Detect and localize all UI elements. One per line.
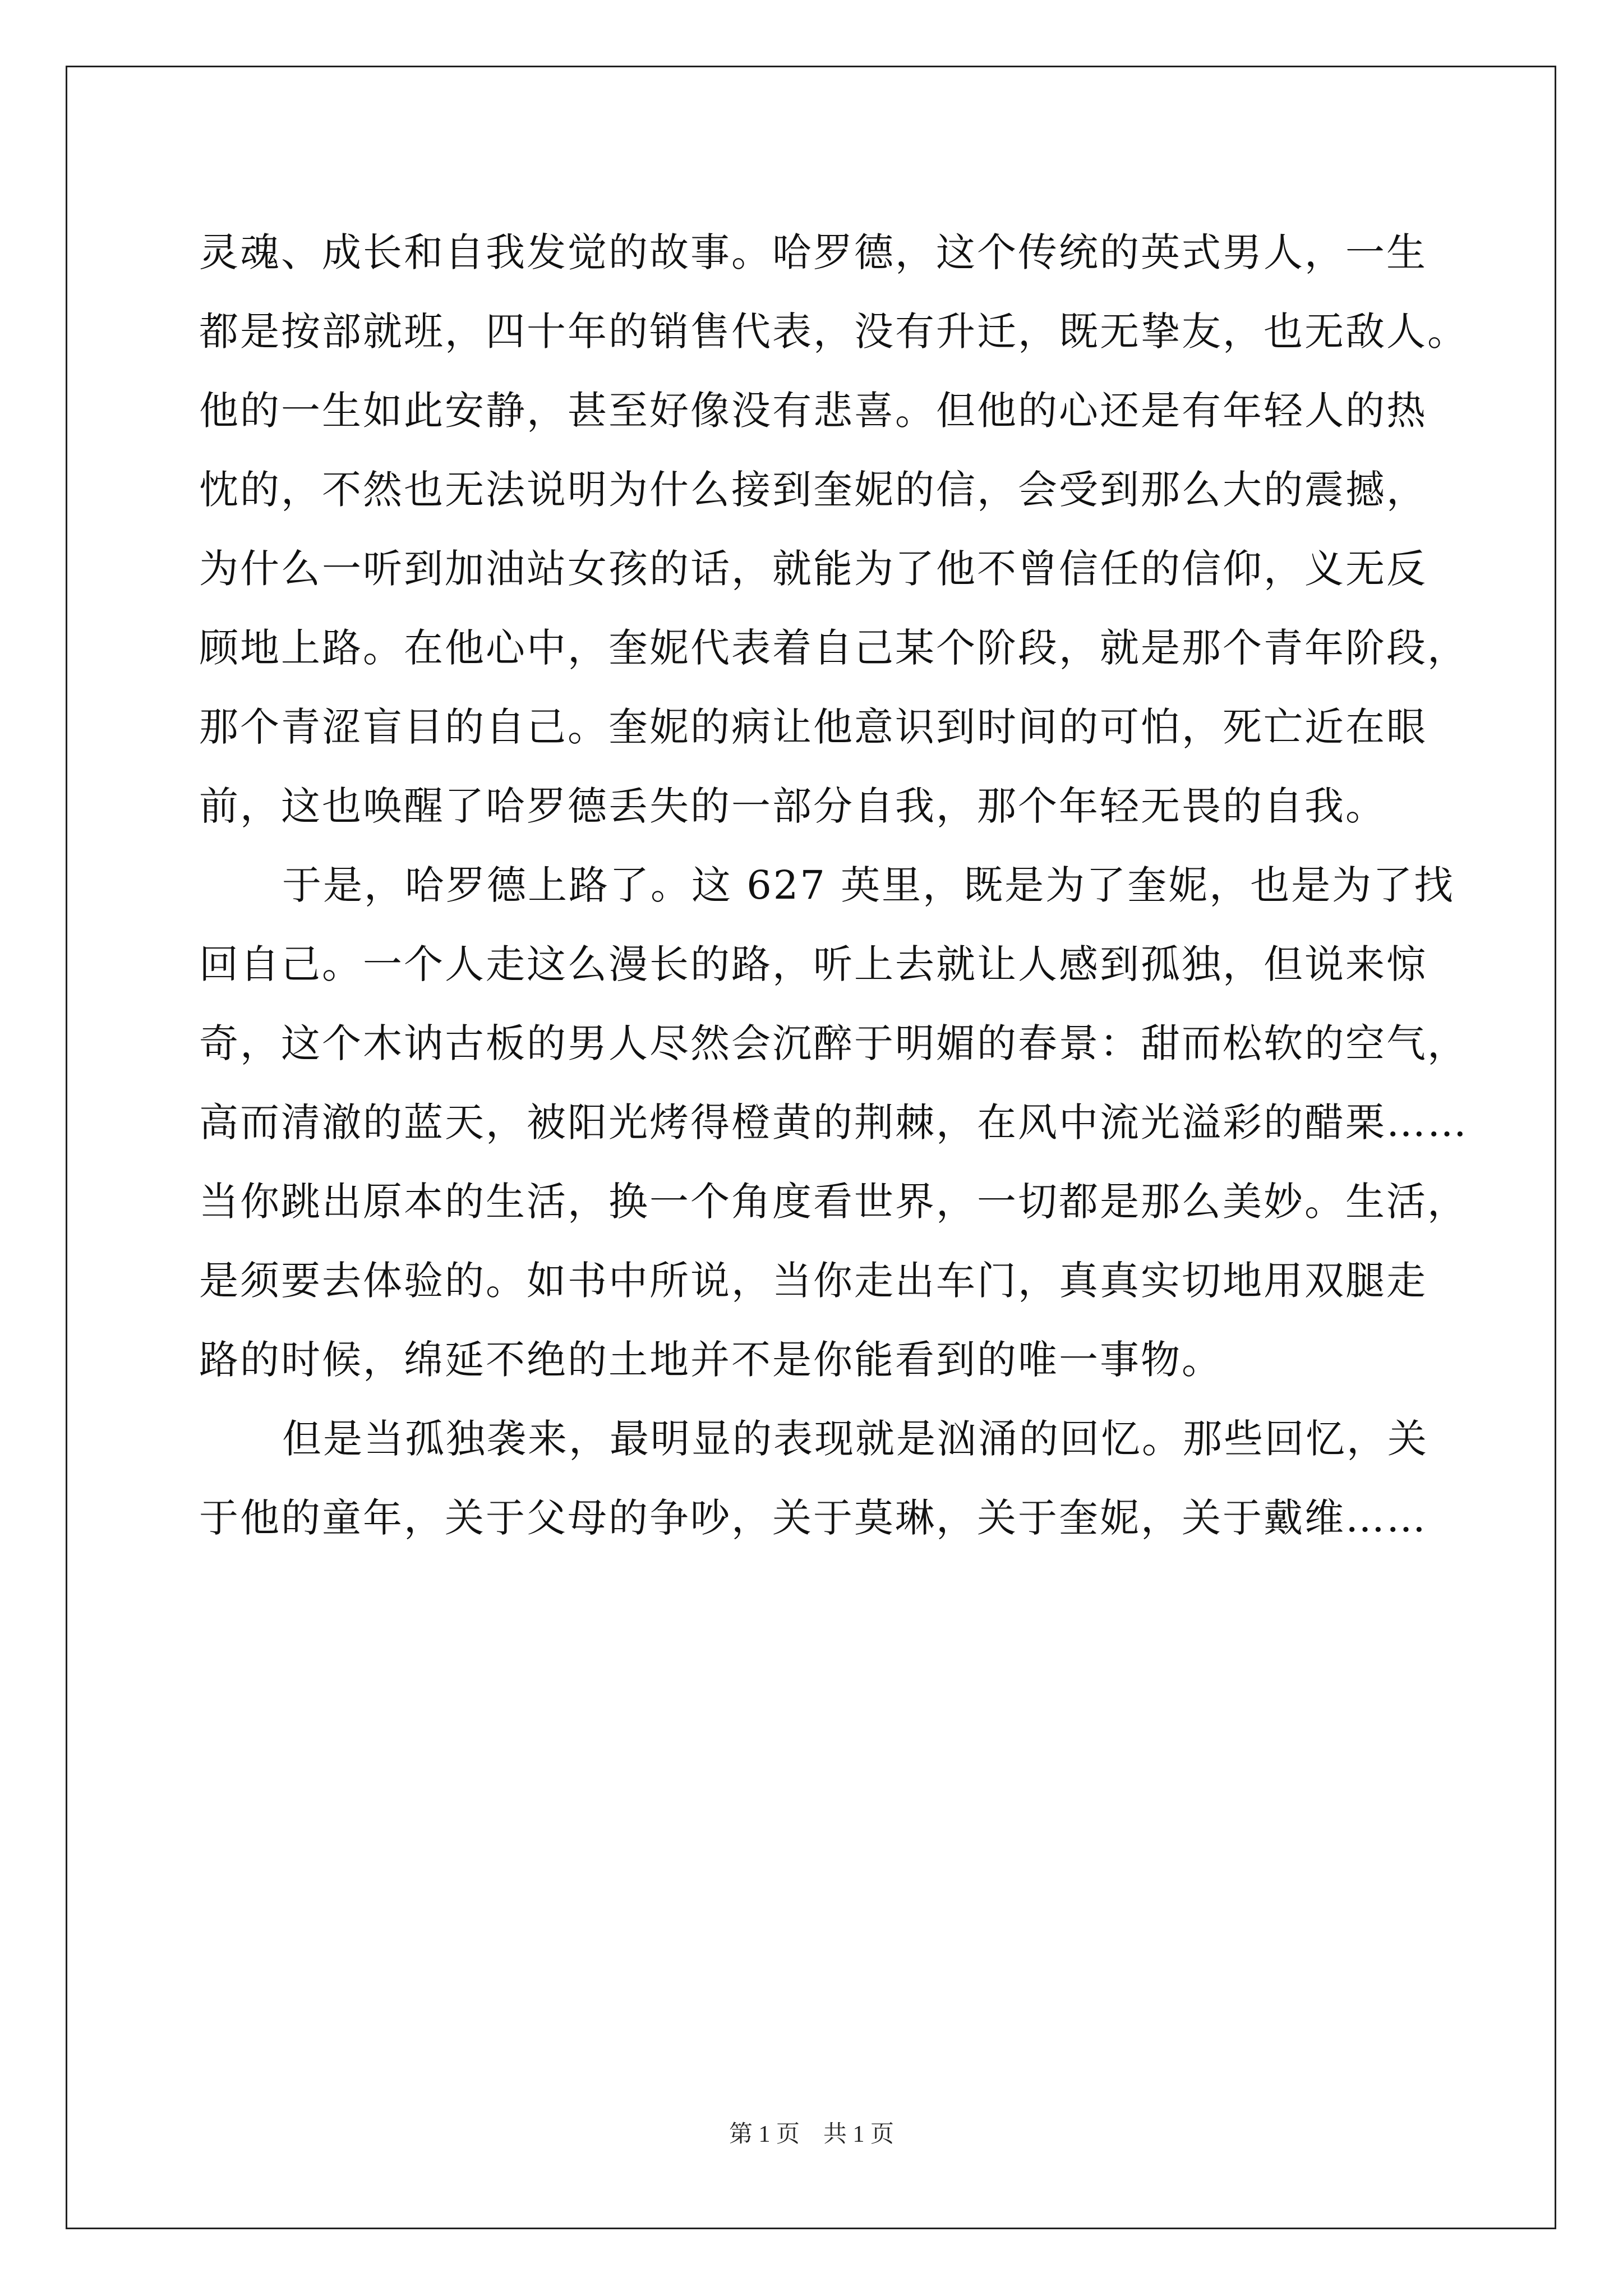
text-line: 前，这也唤醒了哈罗德丢失的一部分自我，那个年轻无畏的自我。 <box>199 783 1386 829</box>
text-line: 那个青涩盲目的自己。奎妮的病让他意识到时间的可怕，死亡近在眼 <box>199 704 1427 750</box>
text-line: 为什么一听到加油站女孩的话，就能为了他不曾信任的信仰，义无反 <box>199 546 1427 592</box>
text-line: 是须要去体验的。如书中所说，当你走出车门，真真实切地用双腿走 <box>199 1258 1427 1304</box>
text-line: 回自己。一个人走这么漫长的路，听上去就让人感到孤独，但说来惊 <box>199 941 1427 987</box>
text-line: 于他的童年，关于父母的争吵，关于莫琳，关于奎妮，关于戴维…… <box>199 1495 1427 1541</box>
document-body <box>199 213 1468 1558</box>
paragraph-start-line: 但是当孤独袭来，最明显的表现就是汹涌的回忆。那些回忆，关 <box>282 1416 1428 1462</box>
text-line: 奇，这个木讷古板的男人尽然会沉醉于明媚的春景：甜而松软的空气， <box>199 1020 1468 1066</box>
text-line: 路的时候，绵延不绝的土地并不是你能看到的唯一事物。 <box>199 1337 1223 1383</box>
text-line: 灵魂、成长和自我发觉的故事。哈罗德，这个传统的英式男人，一生 <box>199 229 1427 275</box>
paragraph-start-line: 于是，哈罗德上路了。这 627 英里，既是为了奎妮，也是为了找 <box>282 862 1455 908</box>
text-line: 忱的，不然也无法说明为什么接到奎妮的信，会受到那么大的震撼， <box>199 467 1427 513</box>
page-number-footer: 第 1 页 共 1 页 <box>728 2122 894 2147</box>
text-line: 高而清澈的蓝天，被阳光烤得橙黄的荆棘，在风中流光溢彩的醋栗…… <box>199 1099 1468 1145</box>
text-line: 他的一生如此安静，甚至好像没有悲喜。但他的心还是有年轻人的热 <box>199 388 1427 434</box>
text-line: 都是按部就班，四十年的销售代表，没有升迁，既无挚友，也无敌人。 <box>199 309 1468 355</box>
text-line: 顾地上路。在他心中，奎妮代表着自己某个阶段，就是那个青年阶段， <box>199 625 1468 671</box>
text-line: 当你跳出原本的生活，换一个角度看世界，一切都是那么美妙。生活， <box>199 1179 1468 1225</box>
